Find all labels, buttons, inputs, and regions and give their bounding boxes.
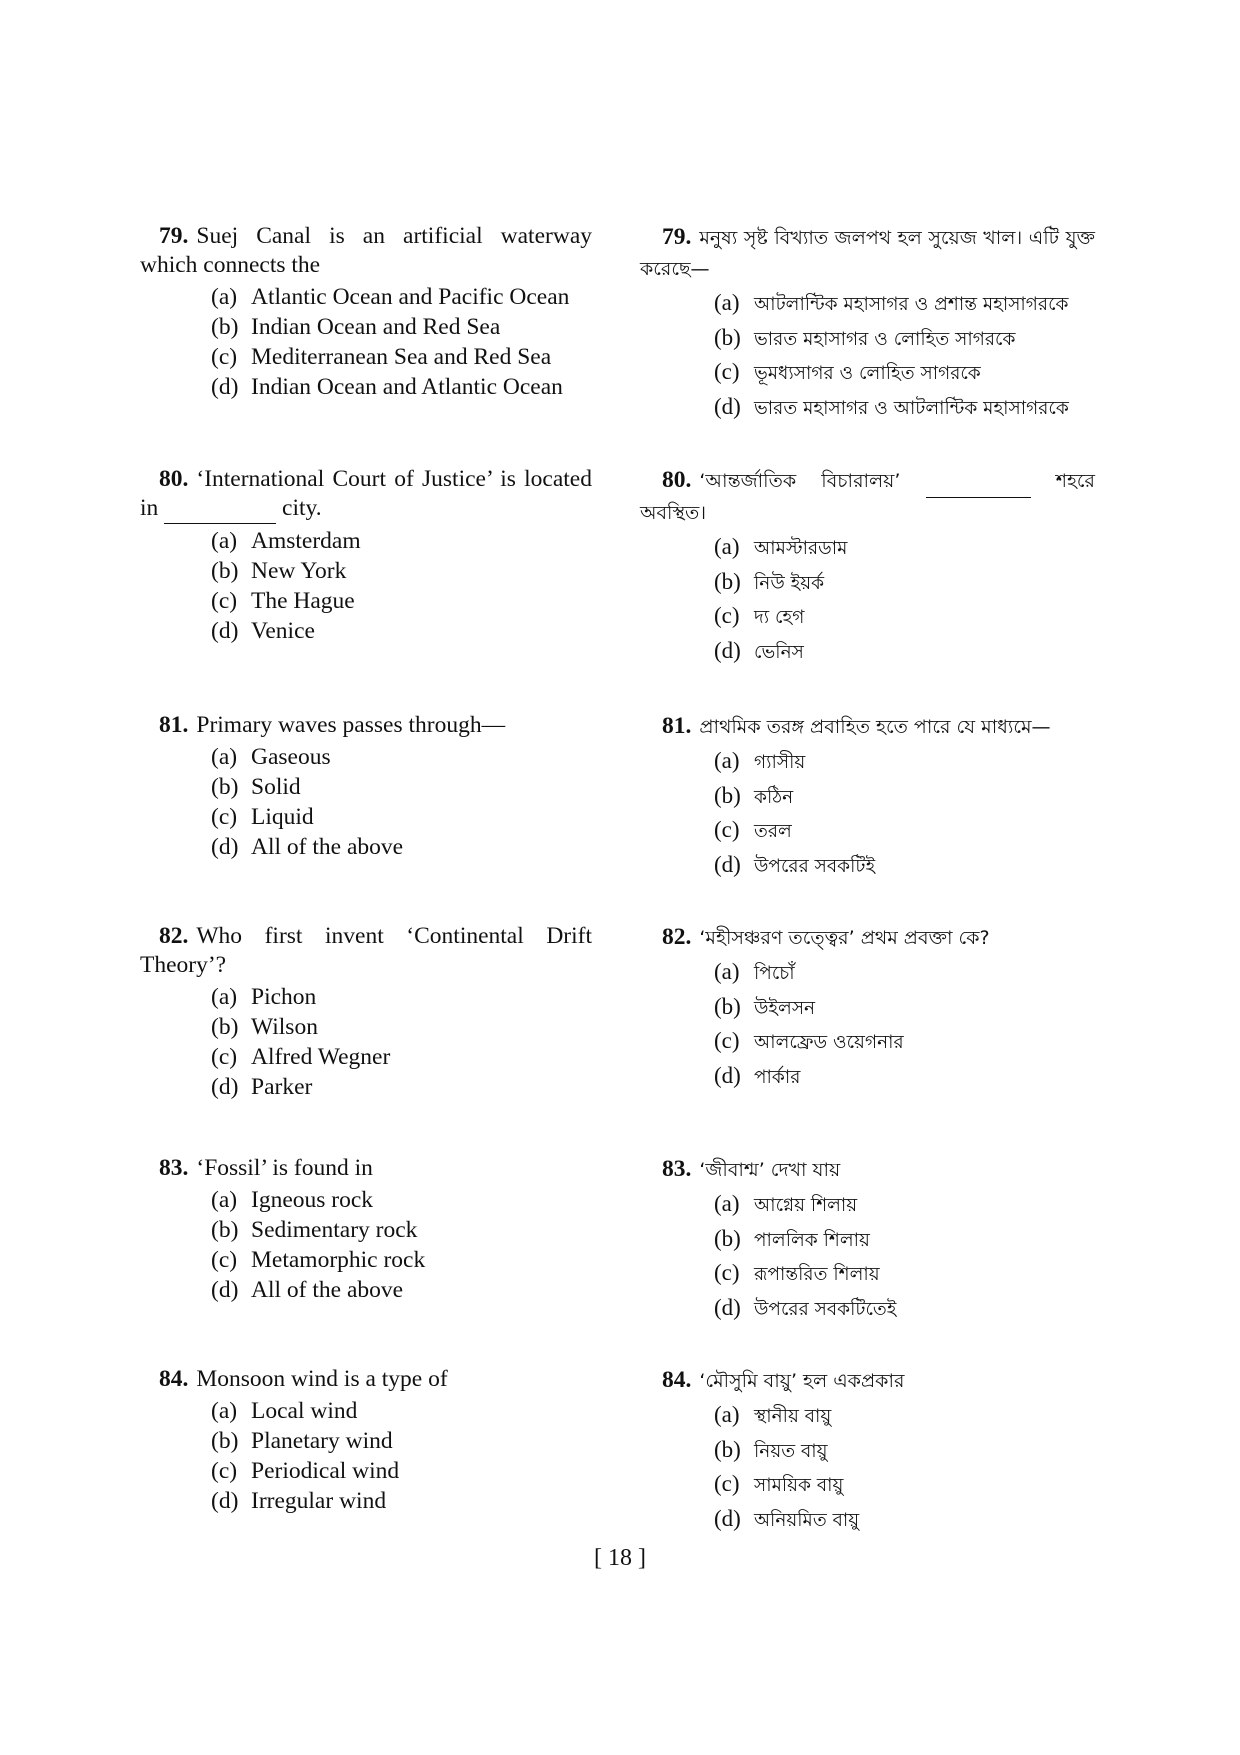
question-83-en: [140, 1154, 592, 1305]
option-c: [714, 1468, 1095, 1503]
option-text: Wilson: [251, 1014, 318, 1040]
question-stem: [140, 711, 592, 740]
question-text: ‘আন্তর্জাতিক বিচারালয়’: [699, 470, 901, 492]
options-list: [211, 282, 592, 402]
option-b: [714, 1223, 1095, 1258]
option-b: [211, 1426, 592, 1456]
question-stem: [140, 1365, 592, 1394]
option-text: ভূমধ্যসাগর ও লোহিত সাগরকে: [754, 363, 981, 384]
option-b: [714, 322, 1095, 357]
option-label: (c): [211, 1458, 238, 1484]
option-text: All of the above: [251, 834, 404, 860]
option-d: [211, 372, 592, 402]
option-label: (d): [211, 618, 239, 644]
option-text: Parker: [251, 1074, 313, 1100]
options-list: [211, 1396, 592, 1516]
options-list: [714, 531, 1095, 669]
option-text: Indian Ocean and Red Sea: [251, 314, 501, 340]
option-label: (a): [714, 290, 740, 315]
option-c: [211, 586, 592, 616]
question-text: ‘Fossil’ is found in: [196, 1155, 373, 1181]
option-a: [714, 745, 1095, 780]
option-b: [714, 780, 1095, 815]
option-d: [714, 849, 1095, 884]
option-text: Pichon: [251, 984, 317, 1010]
question-text: ‘মহীসঞ্চরণ তত্ত্বের’ প্রথম প্রবক্তা কে?: [699, 927, 990, 949]
option-text: Sedimentary rock: [251, 1217, 418, 1243]
question-stem: [640, 465, 1095, 529]
option-label: (a): [211, 984, 238, 1010]
option-c: [211, 802, 592, 832]
option-a: [211, 982, 592, 1012]
option-d: [714, 391, 1095, 426]
option-text: Amsterdam: [251, 528, 361, 554]
option-b: [211, 556, 592, 586]
question-number: 79.: [159, 223, 189, 249]
option-b: [211, 1012, 592, 1042]
question-text: মনুষ্য সৃষ্ট বিখ্যাত জলপথ হল সুয়েজ খাল। এটি যুক্ত করেছে—: [640, 227, 1095, 280]
option-label: (a): [714, 1402, 740, 1427]
question-text-end: city.: [282, 495, 322, 521]
option-label: (b): [714, 568, 741, 594]
option-label: (d): [714, 851, 741, 877]
option-text: Periodical wind: [251, 1458, 400, 1484]
option-text: ভারত মহাসাগর ও লোহিত সাগরকে: [754, 328, 1016, 350]
options-list: [211, 1185, 592, 1305]
option-label: (a): [714, 1191, 740, 1216]
question-84-en: [140, 1365, 592, 1516]
option-text: Mediterranean Sea and Red Sea: [251, 344, 552, 370]
question-stem: [640, 1154, 1095, 1186]
option-label: (b): [211, 774, 239, 800]
option-a: [211, 742, 592, 772]
question-number: 84.: [662, 1367, 692, 1393]
option-label: (d): [211, 374, 239, 400]
question-number: 79.: [662, 224, 692, 250]
option-text: Venice: [251, 618, 315, 644]
option-text: উপরের সবকটিই: [754, 855, 876, 877]
options-list: [714, 287, 1095, 425]
option-label: (b): [211, 314, 239, 340]
question-number: 81.: [159, 712, 189, 738]
option-text: সাময়িক বায়ু: [754, 1475, 844, 1496]
option-label: (d): [714, 637, 741, 663]
question-79-en: [140, 222, 592, 402]
option-label: (a): [211, 1187, 238, 1213]
option-label: (d): [211, 1074, 239, 1100]
question-text: Monsoon wind is a type of: [196, 1366, 448, 1392]
option-c: [714, 1025, 1095, 1060]
option-label: (c): [714, 817, 740, 842]
option-b: [714, 991, 1095, 1026]
option-label: (d): [211, 1277, 239, 1303]
option-b: [714, 566, 1095, 601]
options-list: [714, 1399, 1095, 1537]
option-text: Alfred Wegner: [251, 1044, 391, 1070]
question-84-bn: [640, 1365, 1095, 1537]
option-text: নিয়ত বায়ু: [754, 1440, 828, 1462]
option-label: (d): [714, 393, 741, 419]
option-a: [714, 1188, 1095, 1223]
option-a: [714, 956, 1095, 991]
option-text: All of the above: [251, 1277, 404, 1303]
option-text: Local wind: [251, 1398, 358, 1424]
option-label: (c): [714, 603, 740, 628]
question-number: 83.: [159, 1155, 189, 1181]
option-text: উইলসন: [754, 997, 816, 1019]
question-text: Suej Canal is an artificial waterway which connects the: [140, 223, 592, 278]
options-list: [211, 526, 592, 646]
question-81-bn: [640, 711, 1095, 883]
option-label: (c): [714, 1260, 740, 1285]
option-label: (a): [211, 284, 238, 310]
question-text: প্রাথমিক তরঙ্গ প্রবাহিত হতে পারে যে মাধ্যমে—: [699, 716, 1051, 738]
option-a: [714, 287, 1095, 322]
option-text: Gaseous: [251, 744, 331, 770]
option-text: উপরের সবকটিতেই: [754, 1298, 897, 1320]
question-text: Primary waves passes through—: [196, 712, 506, 738]
question-number: 82.: [662, 924, 692, 950]
option-text: আলফ্রেড ওয়েগনার: [754, 1032, 904, 1053]
option-label: (b): [714, 1225, 741, 1251]
option-text: Atlantic Ocean and Pacific Ocean: [251, 284, 570, 310]
question-number: 84.: [159, 1366, 189, 1392]
option-d: [714, 1060, 1095, 1095]
question-number: 81.: [662, 713, 692, 739]
option-text: Liquid: [251, 804, 314, 830]
option-text: নিউ ইয়র্ক: [754, 572, 825, 594]
question-stem: [640, 922, 1095, 954]
option-text: রূপান্তরিত শিলায়: [754, 1264, 880, 1285]
question-number: 83.: [662, 1156, 692, 1182]
question-83-bn: [640, 1154, 1095, 1326]
question-80-en: [140, 465, 592, 646]
option-d: [211, 616, 592, 646]
option-label: (a): [714, 748, 740, 773]
option-label: (c): [714, 359, 740, 384]
option-text: গ্যাসীয়: [754, 752, 806, 773]
option-a: [211, 1185, 592, 1215]
option-b: [211, 772, 592, 802]
option-label: (c): [714, 1471, 740, 1496]
option-label: (a): [714, 534, 740, 559]
option-text: ভারত মহাসাগর ও আটলান্টিক মহাসাগরকে: [754, 397, 1069, 419]
option-b: [211, 312, 592, 342]
option-label: (a): [714, 959, 740, 984]
option-text: The Hague: [251, 588, 355, 614]
question-number: 82.: [159, 923, 189, 949]
question-82-bn: [640, 922, 1095, 1094]
option-label: (a): [211, 744, 238, 770]
option-label: (b): [211, 1217, 239, 1243]
option-c: [714, 1257, 1095, 1292]
option-d: [211, 1072, 592, 1102]
option-a: [714, 531, 1095, 566]
option-b: [211, 1215, 592, 1245]
option-text: Irregular wind: [251, 1488, 387, 1514]
option-label: (b): [714, 324, 741, 350]
option-c: [211, 1042, 592, 1072]
option-label: (c): [714, 1028, 740, 1053]
question-text: ‘জীবাশ্ম’ দেখা যায়: [699, 1159, 841, 1181]
question-text-end: শহরে অবস্থিত।: [640, 470, 1096, 524]
option-text: Igneous rock: [251, 1187, 374, 1213]
question-text: ‘মৌসুমি বায়ু’ হল একপ্রকার: [699, 1370, 905, 1392]
question-80-bn: [640, 465, 1095, 669]
question-81-en: [140, 711, 592, 862]
option-text: New York: [251, 558, 347, 584]
option-label: (d): [211, 834, 239, 860]
option-c: [211, 1456, 592, 1486]
option-d: [211, 1275, 592, 1305]
option-c: [211, 1245, 592, 1275]
question-text: Who first invent ‘Continental Drift Theory’?: [140, 923, 592, 978]
option-text: আটলান্টিক মহাসাগর ও প্রশান্ত মহাসাগরকে: [754, 294, 1069, 315]
question-text: ‘International Court of Justice’ is located in: [140, 466, 592, 521]
option-text: পাললিক শিলায়: [754, 1229, 870, 1251]
option-d: [211, 1486, 592, 1516]
fill-in-blank: [926, 466, 1031, 498]
option-a: [714, 1399, 1095, 1434]
option-label: (c): [211, 588, 238, 614]
option-b: [714, 1434, 1095, 1469]
option-label: (d): [714, 1062, 741, 1088]
option-d: [714, 635, 1095, 670]
option-text: পিচোঁ: [754, 963, 795, 984]
option-a: [211, 1396, 592, 1426]
option-text: পার্কার: [754, 1066, 801, 1088]
option-label: (c): [211, 344, 238, 370]
option-label: (b): [211, 1428, 239, 1454]
options-list: [714, 1188, 1095, 1326]
option-c: [714, 356, 1095, 391]
question-number: 80.: [159, 466, 189, 492]
option-c: [714, 814, 1095, 849]
question-stem: [140, 922, 592, 980]
option-text: ভেনিস: [754, 641, 804, 663]
page-number: [ 18 ]: [594, 1545, 646, 1571]
question-stem: [140, 222, 592, 280]
question-stem: [140, 465, 592, 524]
option-text: Indian Ocean and Atlantic Ocean: [251, 374, 563, 400]
question-stem: [640, 222, 1095, 285]
fill-in-blank: [164, 494, 276, 524]
options-list: [211, 742, 592, 862]
option-label: (b): [714, 1436, 741, 1462]
option-a: [211, 282, 592, 312]
option-label: (c): [211, 804, 238, 830]
option-d: [714, 1292, 1095, 1327]
question-stem: [140, 1154, 592, 1183]
option-label: (b): [211, 1014, 239, 1040]
option-text: তরল: [754, 821, 792, 842]
question-82-en: [140, 922, 592, 1102]
question-stem: [640, 1365, 1095, 1397]
option-text: অনিয়মিত বায়ু: [754, 1509, 860, 1531]
option-a: [211, 526, 592, 556]
option-text: দ্য হেগ: [754, 607, 805, 628]
options-list: [714, 956, 1095, 1094]
question-number: 80.: [662, 467, 692, 493]
option-label: (b): [714, 993, 741, 1019]
option-label: (d): [714, 1505, 741, 1531]
options-list: [714, 745, 1095, 883]
options-list: [211, 982, 592, 1102]
option-label: (a): [211, 1398, 238, 1424]
option-label: (b): [211, 558, 239, 584]
option-label: (d): [714, 1294, 741, 1320]
option-text: আগ্নেয় শিলায়: [754, 1195, 858, 1216]
question-79-bn: [640, 222, 1095, 425]
option-text: Metamorphic rock: [251, 1247, 426, 1273]
option-text: আমস্টারডাম: [754, 538, 848, 559]
option-text: স্থানীয় বায়ু: [754, 1406, 832, 1427]
option-label: (a): [211, 528, 238, 554]
option-text: কঠিন: [754, 786, 794, 808]
question-stem: [640, 711, 1095, 743]
option-d: [714, 1503, 1095, 1538]
option-c: [714, 600, 1095, 635]
option-c: [211, 342, 592, 372]
option-label: (c): [211, 1247, 238, 1273]
option-d: [211, 832, 592, 862]
option-label: (b): [714, 782, 741, 808]
option-text: Solid: [251, 774, 301, 800]
option-label: (d): [211, 1488, 239, 1514]
option-text: Planetary wind: [251, 1428, 393, 1454]
option-label: (c): [211, 1044, 238, 1070]
